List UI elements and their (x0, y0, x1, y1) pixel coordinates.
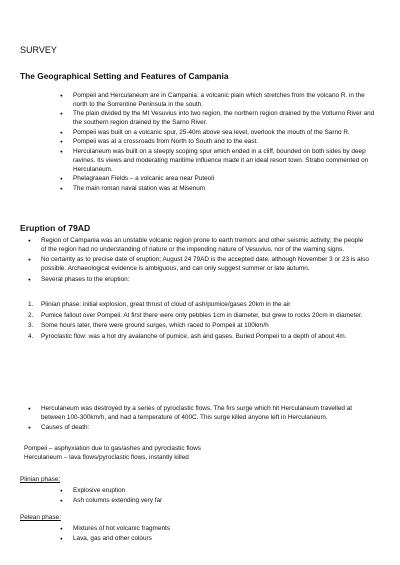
item-text: Pumice fallout over Pompeii. At first there were only pebbles 1cm in diameter, but grew to rocks 20cm in diameter. (41, 311, 363, 319)
list-item: ● Phelagraean Fields – a volcanic area near Puteoli (60, 175, 380, 184)
item-text: Plinian phase: initial explosion, great thrust of cloud of ash/pumice/gases 20km in the air (41, 301, 291, 308)
list-item: ● Several phases to the eruption: (28, 276, 370, 285)
list-item: ● Pompeii was built on a volcanic spur, 25-40m above sea level, overlook the mouth of the Sarno R. (60, 129, 380, 138)
plinian-phase-heading: Plinian phase: (20, 476, 61, 483)
pelean-phase-heading: Pelean phase: (20, 514, 61, 521)
list-item: ● No certainty as to precise date of eruption; August 24 79AD is the accepted date, although November 3 or 23 is also possible. Archaeological evidence is ambiguous, and can only suggest summer or late autumn. (28, 256, 370, 274)
list-item: ● Region of Campania was an unstable volcanic region prone to earth tremors and other seismic activity; the people of the region had no understanding of nature or the impending nature of Vesuvius, nor of the warning signs. (28, 237, 370, 255)
pelean-bullet-list (60, 525, 360, 543)
item-number: 2. (28, 311, 34, 319)
list-item: ● Pompeii was at a crossroads from North to South and to the east. (60, 138, 380, 147)
list-item: ● Lava, gas and other colours (60, 535, 360, 544)
eruption-bullet-list-2 (28, 405, 370, 433)
list-item: ● The plain divided by the Mt Vesuvius into two region, the northern region drained by the Volturno River and the southern region drained by the Sarno River. (60, 110, 380, 128)
section-heading-eruption: Eruption of 79AD (20, 223, 91, 233)
item-text: Pyroclastic flow: was a hot dry avalanche of pumice, ash and gases. Buried Pompeii to a depth of about 4m. (41, 332, 347, 340)
cause-of-death-pompeii: Pompeii – asphyxiation due to gas/ashes and pyroclastic flows (24, 445, 201, 452)
list-item: ● Herculaneum was built on a steeply scoping spur which ended in a cliff, bounded on both sides by deep ravines. Its views and moderating maritime influence made it an ideal resort town. Strabo commented on Herculaneum. (60, 148, 380, 175)
list-item: ● The main roman naval station was at Misenum (60, 185, 380, 194)
list-item: ● Mixtures of hot volcanic fragments (60, 525, 360, 534)
numbered-item (28, 333, 370, 342)
item-number: 1. (28, 301, 34, 308)
list-item: ● Explosive eruption (60, 487, 360, 496)
geography-bullet-list (60, 92, 380, 194)
list-item: ● Causes of death: (28, 424, 370, 433)
list-item: ● Herculaneum was destroyed by a series of pyroclastic flows. The firs surge which hit Herculaneum travelled at between 100-300km/h, and had a temperature of 400C. This surge killed anyone left in Herculaneum. (28, 405, 370, 423)
eruption-bullet-list (28, 237, 370, 285)
section-heading-geography: The Geographical Setting and Features of Campania (20, 71, 229, 81)
numbered-item (28, 301, 370, 310)
document-title: SURVEY (20, 45, 57, 55)
eruption-phases-list (28, 301, 370, 343)
numbered-item (28, 312, 370, 321)
cause-of-death-herculaneum: Herculaneum – lava flows/pyroclastic flows, instantly killed (24, 454, 189, 461)
plinian-bullet-list (60, 487, 360, 505)
numbered-item (28, 322, 370, 331)
item-number: 3. (28, 322, 34, 329)
item-text: Some hours later, there were ground surges, which raced to Pompeii at 100km/h (41, 322, 269, 329)
item-number: 4. (28, 332, 34, 340)
list-item: ● Ash columns extending very far (60, 497, 360, 506)
list-item: ● Pompeii and Herculaneum are in Campania: a volcanic plain which stretches from the volcano R. in the north to the Sorrentine Peninsula in the south. (60, 92, 380, 110)
